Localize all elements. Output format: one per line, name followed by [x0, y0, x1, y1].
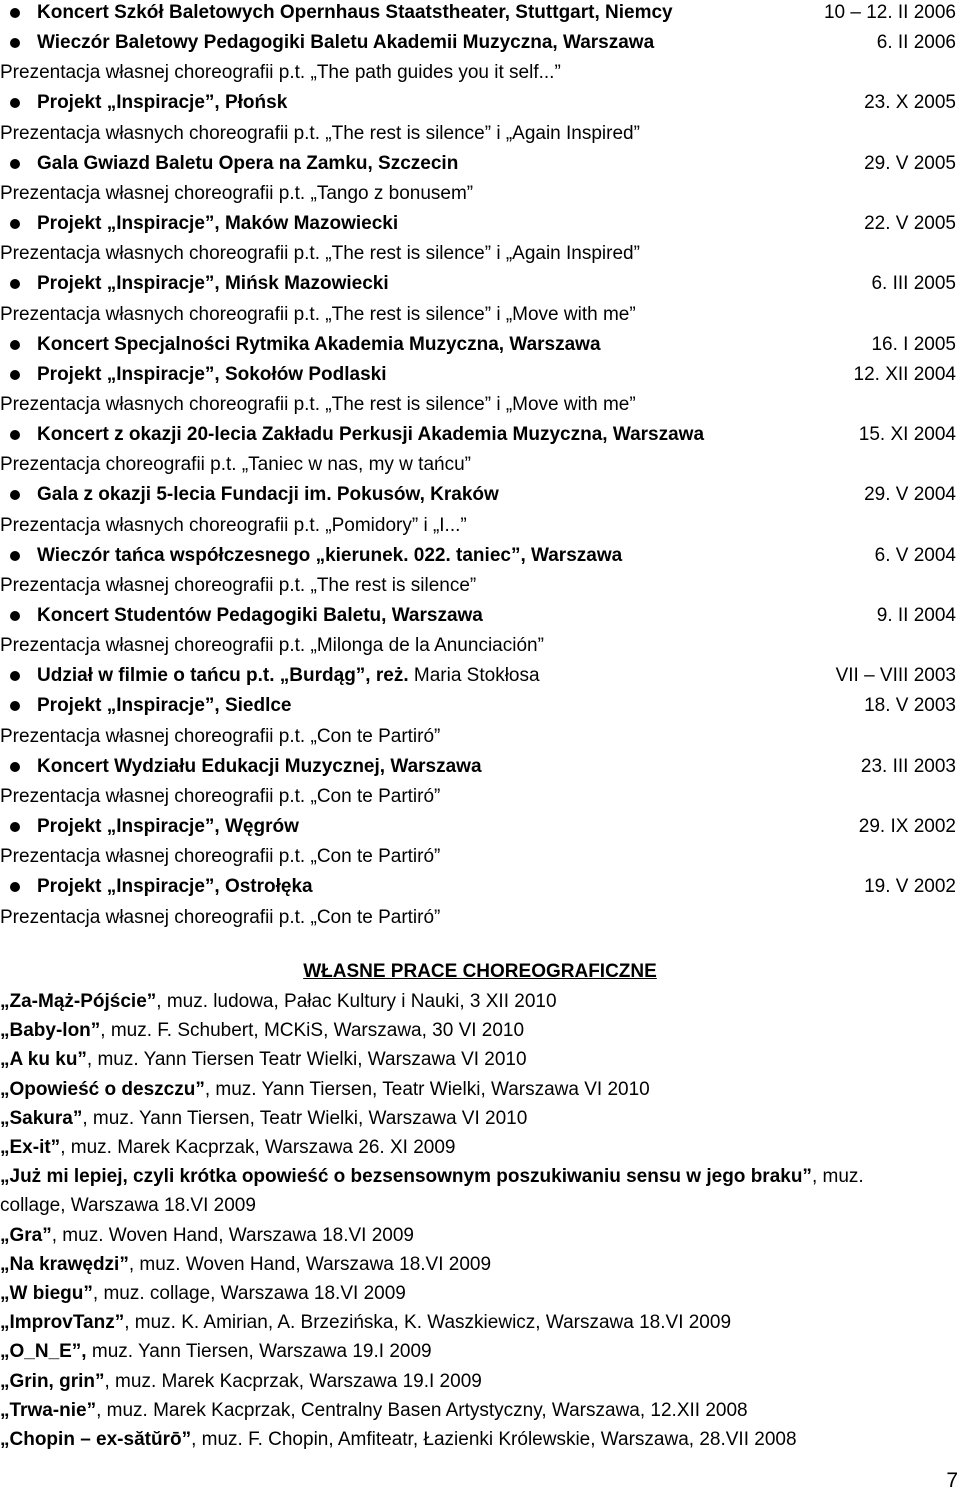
work-title: „Sakura” [0, 1107, 83, 1129]
work-title: „Trwa-nie” [0, 1399, 97, 1421]
choreography-line [0, 1191, 256, 1221]
choreography-line [0, 1016, 524, 1046]
performance-title-text: Koncert z okazji 20-lecia Zakładu Perkusji Akademia Muzyczna, Warszawa [37, 424, 705, 446]
performance-item [0, 88, 960, 118]
performance-item [0, 691, 960, 721]
performance-item [0, 480, 960, 510]
choreography-item [0, 1191, 960, 1221]
work-title: „A ku ku” [0, 1049, 87, 1071]
description-text: Prezentacja własnej choreografii p.t. „Con te Partiró” [0, 846, 441, 868]
bullet-icon [10, 762, 20, 772]
bullet-icon [10, 822, 20, 832]
performance-description [0, 239, 960, 269]
choreography-item [0, 1425, 960, 1455]
choreography-item [0, 1133, 960, 1163]
work-details: , muz. Woven Hand, Warszawa 18.VI 2009 [128, 1253, 492, 1275]
performance-title [37, 269, 389, 299]
performance-item [0, 28, 960, 58]
bullet-icon [10, 38, 20, 48]
choreography-item [0, 1162, 960, 1192]
choreography-line [0, 1279, 406, 1309]
performance-date: 29. IX 2002 [858, 816, 956, 838]
performance-date: 29. V 2005 [864, 152, 956, 174]
bullet-icon [10, 611, 20, 621]
description-text: Prezentacja własnej choreografii p.t. „Con te Partiró” [0, 725, 441, 747]
performance-date: 10 – 12. II 2006 [823, 2, 956, 23]
work-details: collage, Warszawa 18.VI 2009 [0, 1195, 256, 1217]
work-details: , muz. Woven Hand, Warszawa 18.VI 2009 [51, 1224, 414, 1246]
description-text: Prezentacja własnej choreografii p.t. „The rest is silence” [0, 574, 477, 596]
performance-date: 23. III 2003 [860, 755, 956, 777]
performance-title-rest: Maria Stokłosa [408, 665, 540, 687]
performance-description [0, 782, 960, 812]
performance-title-text: Projekt „Inspiracje”, Sokołów Podlaski [37, 363, 387, 385]
performance-date: 16. I 2005 [871, 333, 956, 355]
work-title: „Baby-lon” [0, 1020, 101, 1042]
performance-item [0, 541, 960, 571]
performance-item [0, 752, 960, 782]
choreography-line [0, 1162, 864, 1192]
performance-description [0, 390, 960, 420]
performance-item [0, 330, 960, 360]
performance-title-text: Projekt „Inspiracje”, Węgrów [37, 816, 299, 838]
performance-title [37, 149, 458, 179]
performance-item [0, 269, 960, 299]
page-number: 7 [946, 1469, 958, 1492]
performance-date: 23. X 2005 [864, 92, 956, 114]
description-text: Prezentacja własnej choreografii p.t. „Con te Partiró” [0, 906, 441, 928]
description-text: Prezentacja własnych choreografii p.t. „The rest is silence” i „Move with me” [0, 393, 636, 415]
performance-item [0, 420, 960, 450]
work-details: , muz. Marek Kacprzak, Centralny Basen Artystyczny, Warszawa, 12.XII 2008 [96, 1399, 748, 1421]
bullet-icon [10, 490, 20, 500]
description-text: Prezentacja własnych choreografii p.t. „The rest is silence” i „Again Inspired” [0, 122, 640, 144]
performance-date: 18. V 2003 [864, 695, 956, 717]
performance-date: 12. XII 2004 [853, 363, 956, 385]
performance-title [37, 209, 398, 239]
choreography-item [0, 1075, 960, 1105]
performance-title-text: Koncert Specjalności Rytmika Akademia Muzyczna, Warszawa [37, 333, 601, 355]
performance-title-text: Projekt „Inspiracje”, Płońsk [37, 92, 288, 114]
bullet-icon [10, 701, 20, 711]
work-title: „W biegu” [0, 1283, 93, 1304]
performance-date: 6. II 2006 [876, 32, 956, 54]
performance-title-text: Projekt „Inspiracje”, Maków Mazowiecki [37, 213, 399, 235]
performance-item [0, 872, 960, 902]
choreography-line [0, 1250, 491, 1280]
choreography-line [0, 1367, 482, 1397]
performance-description [0, 119, 960, 149]
section-heading: WŁASNE PRACE CHOREOGRAFICZNE [303, 961, 657, 982]
performance-date: 9. II 2004 [876, 605, 956, 626]
work-details: , muz. Yann Tiersen, Teatr Wielki, Warszawa VI 2010 [82, 1107, 528, 1129]
performance-date: 29. V 2004 [864, 484, 956, 506]
performance-title-text: Projekt „Inspiracje”, Ostrołęka [37, 876, 313, 898]
performance-date: 19. V 2002 [864, 876, 956, 898]
choreography-item [0, 1221, 960, 1251]
performance-date: 6. V 2004 [874, 544, 956, 566]
bullet-icon [10, 159, 20, 169]
performance-title-text: Koncert Studentów Pedagogiki Baletu, Warszawa [37, 605, 483, 626]
performance-description [0, 300, 960, 330]
performance-title [37, 661, 540, 691]
choreography-item [0, 1308, 960, 1338]
performance-title-text: Udział w filmie o tańcu p.t. „Burdąg”, reż. [37, 665, 409, 687]
work-title: „Gra” [0, 1224, 52, 1246]
choreography-item [0, 1104, 960, 1134]
performance-title-text: Koncert Wydziału Edukacji Muzycznej, Warszawa [37, 755, 482, 777]
bullet-icon [10, 98, 20, 108]
performance-title-text: Gala z okazji 5-lecia Fundacji im. Pokusów, Kraków [37, 484, 499, 506]
bullet-icon [10, 551, 20, 561]
bullet-icon [10, 671, 20, 681]
bullet-icon [10, 340, 20, 350]
performance-description [0, 722, 960, 752]
performance-description [0, 842, 960, 872]
performance-item [0, 360, 960, 390]
performance-title [37, 601, 483, 631]
choreography-line [0, 1045, 527, 1075]
performance-title [37, 28, 654, 58]
performance-description [0, 631, 960, 661]
performance-date: VII – VIII 2003 [835, 665, 956, 687]
performance-item [0, 0, 960, 28]
performance-item [0, 661, 960, 691]
performance-description [0, 511, 960, 541]
choreography-line [0, 1337, 432, 1367]
description-text: Prezentacja własnej choreografii p.t. „The path guides you it self...” [0, 62, 561, 84]
bullet-icon [10, 430, 20, 440]
performance-item [0, 209, 960, 239]
choreography-item [0, 1279, 960, 1309]
bullet-icon [10, 8, 20, 18]
work-title: „O_N_E”, [0, 1341, 87, 1363]
work-title: „Chopin – ex-sătŭrō” [0, 1429, 192, 1450]
work-details: , muz. F. Schubert, MCKiS, Warszawa, 30 VI 2010 [100, 1020, 525, 1042]
work-details: , muz. K. Amirian, A. Brzezińska, K. Waszkiewicz, Warszawa 18.VI 2009 [124, 1312, 732, 1334]
performance-title-text: Wieczór tańca współczesnego „kierunek. 022. taniec”, Warszawa [37, 544, 623, 566]
performance-description [0, 571, 960, 601]
performance-date: 22. V 2005 [864, 213, 956, 235]
choreography-line [0, 1221, 414, 1251]
performance-description [0, 450, 960, 480]
work-details: , muz. ludowa, Pałac Kultury i Nauki, 3 XII 2010 [156, 991, 557, 1012]
performance-date: 6. III 2005 [871, 273, 956, 295]
work-title: „Za-Mąż-Pójście” [0, 991, 157, 1012]
work-title: „ImprovTanz” [0, 1312, 125, 1334]
work-title: „Opowieść o deszczu” [0, 1078, 205, 1100]
performance-title [37, 88, 287, 118]
performance-title-text: Projekt „Inspiracje”, Mińsk Mazowiecki [37, 273, 389, 295]
performance-date: 15. XI 2004 [858, 424, 956, 446]
description-text: Prezentacja własnej choreografii p.t. „Tango z bonusem” [0, 182, 474, 204]
description-text: Prezentacja własnej choreografii p.t. „Milonga de la Anunciación” [0, 635, 544, 657]
performance-title [37, 872, 313, 902]
work-title: „Już mi lepiej, czyli krótka opowieść o bezsensownym poszukiwaniu sensu w jego braku” [0, 1166, 812, 1188]
bullet-icon [10, 882, 20, 892]
performance-description [0, 58, 960, 88]
work-details: , muz. Yann Tiersen Teatr Wielki, Warszawa VI 2010 [86, 1049, 527, 1071]
work-title: „Ex-it” [0, 1137, 61, 1158]
work-title: „Grin, grin” [0, 1370, 105, 1392]
performance-title [37, 541, 622, 571]
performance-title [37, 752, 482, 782]
work-details: , muz. F. Chopin, Amfiteatr, Łazienki Królewskie, Warszawa, 28.VII 2008 [191, 1429, 797, 1450]
choreography-line [0, 1396, 748, 1426]
performance-item [0, 812, 960, 842]
choreography-line [0, 1133, 455, 1163]
choreography-line [0, 1308, 731, 1338]
choreography-item [0, 1016, 960, 1046]
performance-title-text: Koncert Szkół Baletowych Opernhaus Staatstheater, Stuttgart, Niemcy [37, 2, 673, 23]
choreography-line [0, 1075, 650, 1105]
choreography-line [0, 1104, 527, 1134]
description-text: Prezentacja własnych choreografii p.t. „The rest is silence” i „Again Inspired” [0, 243, 640, 265]
choreography-item [0, 1367, 960, 1397]
bullet-icon [10, 219, 20, 229]
performance-title [37, 330, 601, 360]
performance-title [37, 480, 499, 510]
work-details: , muz. Marek Kacprzak, Warszawa 26. XI 2009 [60, 1137, 456, 1158]
description-text: Prezentacja choreografii p.t. „Taniec w nas, my w tańcu” [0, 454, 471, 476]
performance-title [37, 812, 299, 842]
work-details: , muz. Marek Kacprzak, Warszawa 19.I 2009 [104, 1370, 482, 1392]
performance-title-text: Gala Gwiazd Baletu Opera na Zamku, Szczecin [37, 152, 459, 174]
performance-title [37, 0, 673, 28]
performance-description [0, 903, 960, 933]
choreography-item [0, 1396, 960, 1426]
choreography-item [0, 1045, 960, 1075]
choreography-item [0, 1337, 960, 1367]
performance-title [37, 691, 292, 721]
choreography-line [0, 1425, 797, 1455]
choreography-line [0, 987, 557, 1017]
performance-description [0, 179, 960, 209]
performance-title-text: Wieczór Baletowy Pedagogiki Baletu Akademii Muzyczna, Warszawa [37, 32, 655, 54]
performance-title [37, 360, 387, 390]
description-text: Prezentacja własnych choreografii p.t. „Pomidory” i „I...” [0, 514, 467, 536]
description-text: Prezentacja własnej choreografii p.t. „Con te Partiró” [0, 785, 441, 807]
bullet-icon [10, 370, 20, 380]
choreography-item [0, 1250, 960, 1280]
description-text: Prezentacja własnych choreografii p.t. „The rest is silence” i „Move with me” [0, 303, 636, 325]
performance-item [0, 601, 960, 631]
work-details: , muz. Yann Tiersen, Teatr Wielki, Warszawa VI 2010 [204, 1078, 650, 1100]
work-details: , muz. collage, Warszawa 18.VI 2009 [92, 1283, 406, 1304]
choreography-item [0, 987, 960, 1017]
work-title: „Na krawędzi” [0, 1253, 129, 1275]
work-details: , muz. [811, 1166, 864, 1188]
work-details: muz. Yann Tiersen, Warszawa 19.I 2009 [86, 1341, 432, 1363]
performance-title-text: Projekt „Inspiracje”, Siedlce [37, 695, 292, 717]
performance-item [0, 149, 960, 179]
performance-title [37, 420, 704, 450]
bullet-icon [10, 279, 20, 289]
